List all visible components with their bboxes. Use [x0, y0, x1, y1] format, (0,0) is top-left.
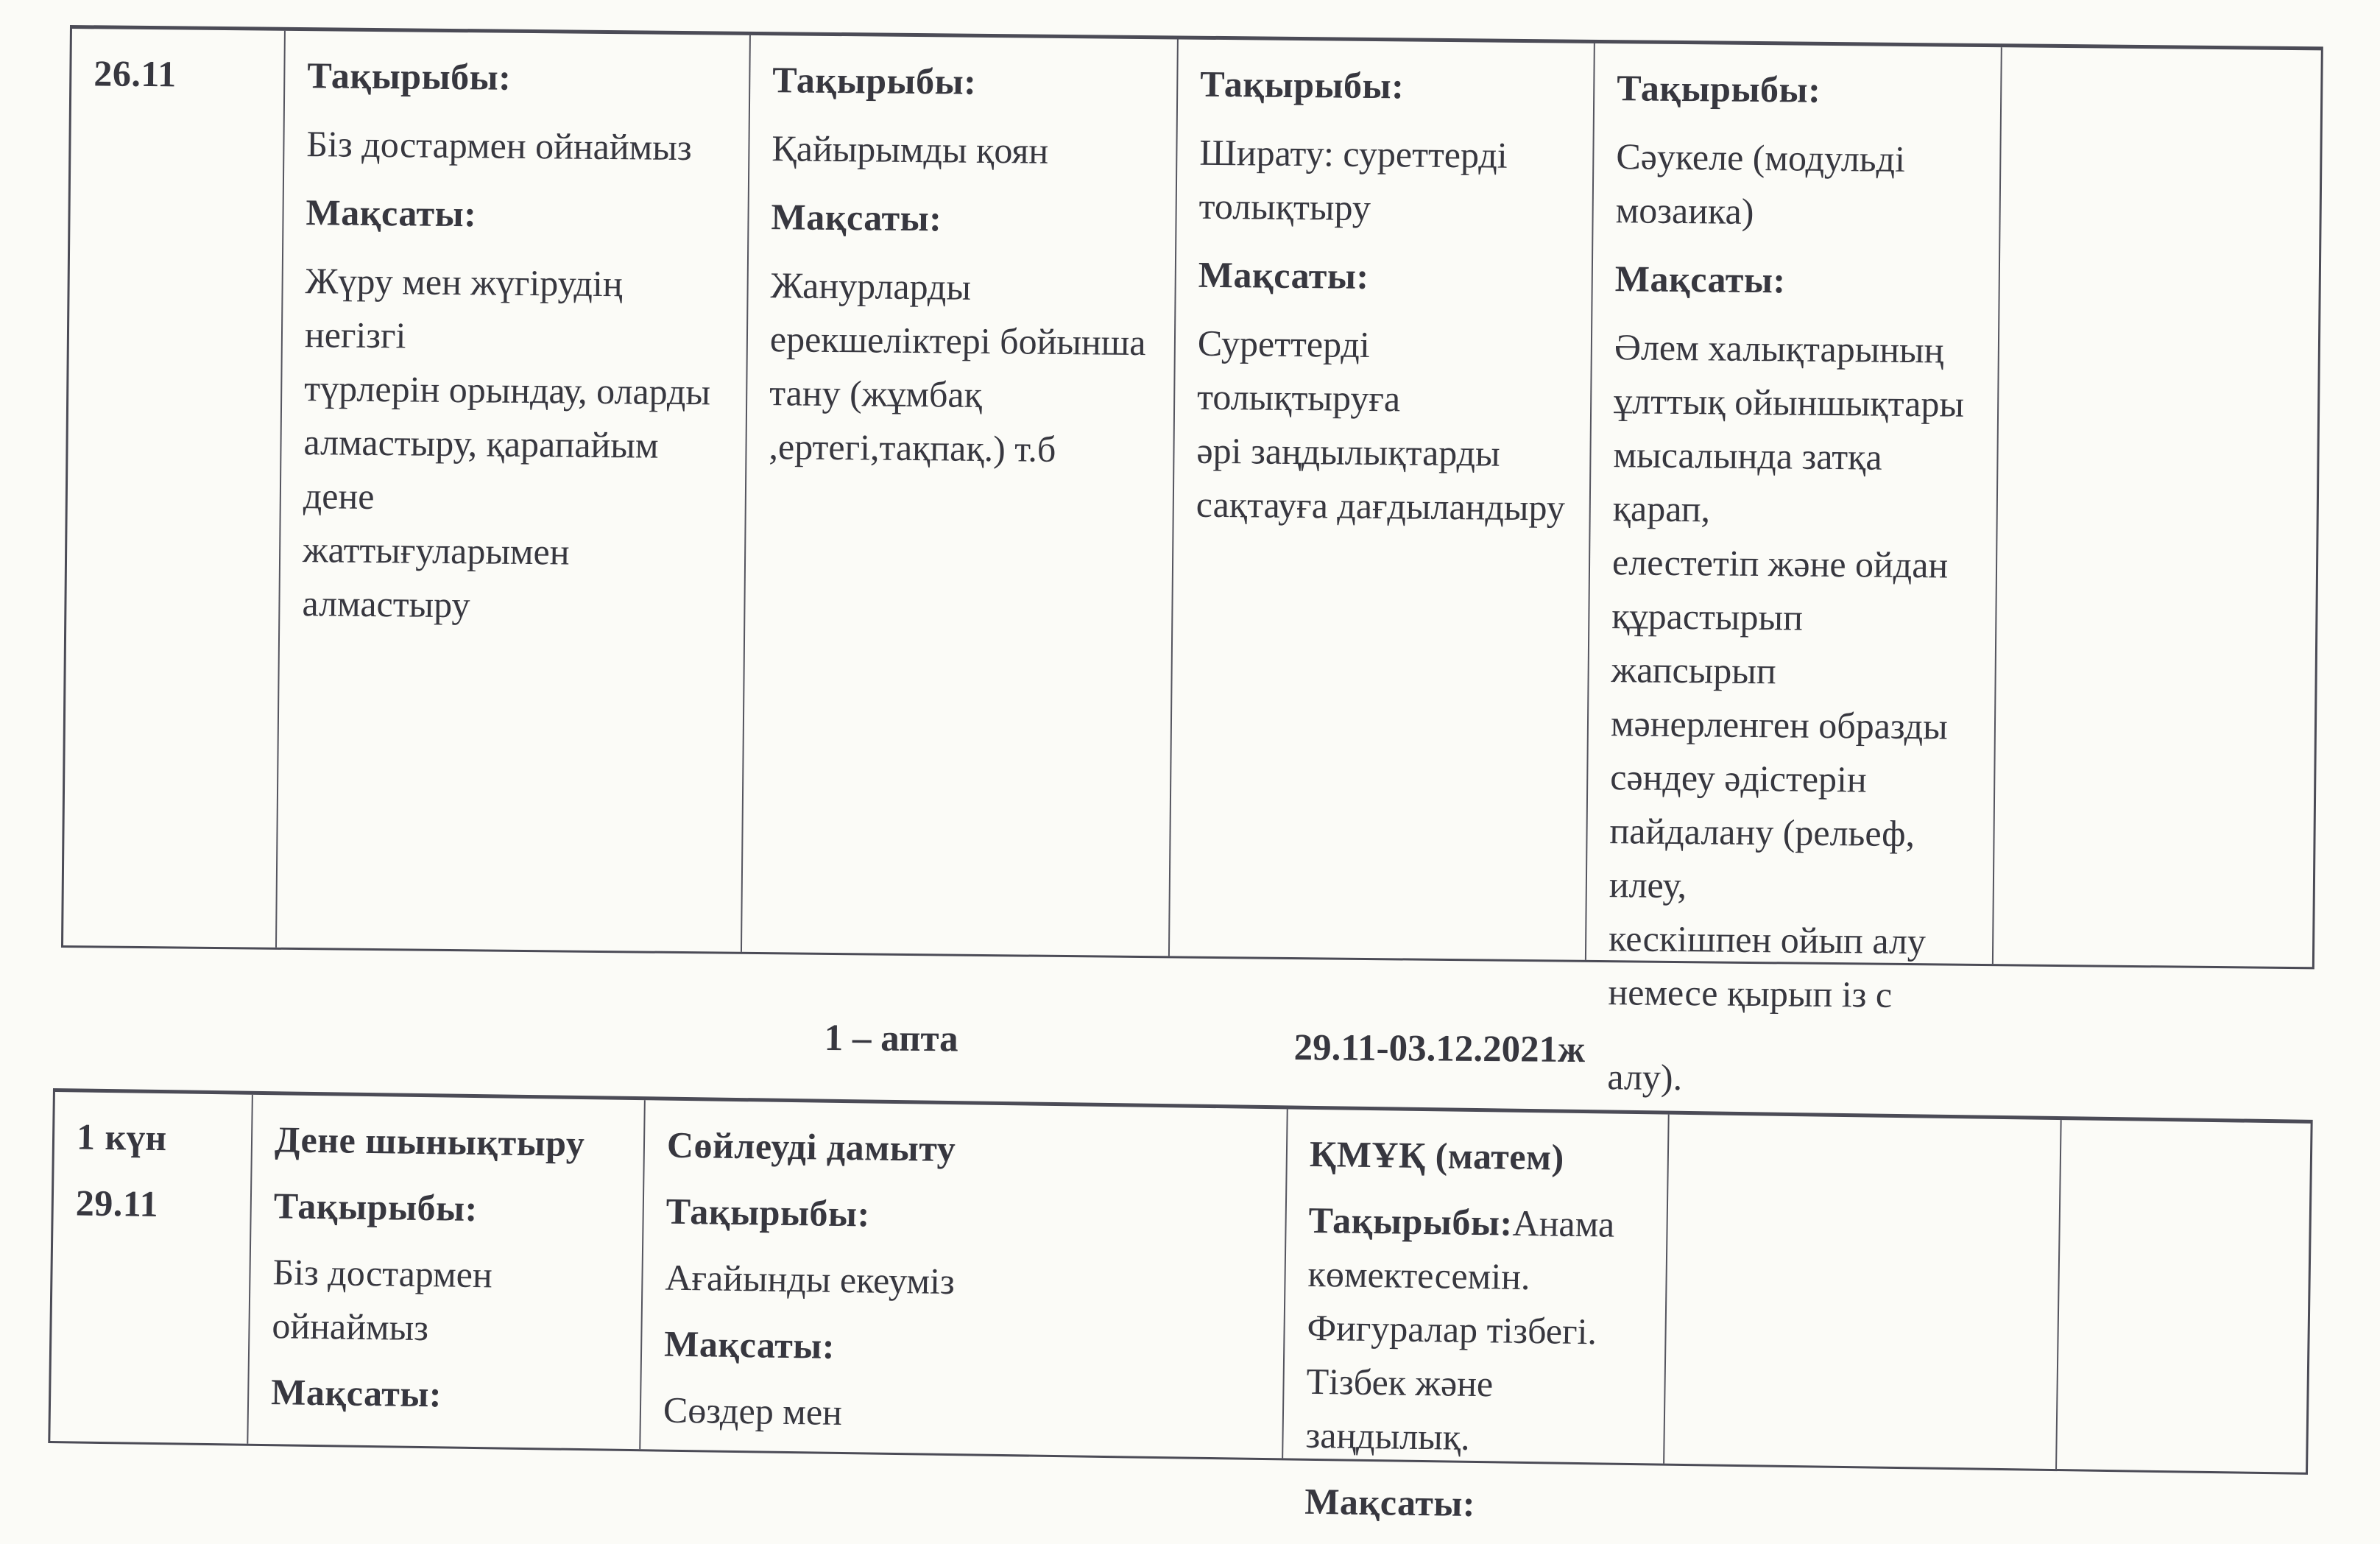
goal-text: Әлем халықтарының ұлттық ойыншықтары мысалында затқа қарап, елестетіп және ойдан құрастырып жапсырып мәнерленген образды сәндеу әдістерін пайдалану (рельеф, илеу, кескішпен ойып алу немесе қырып із с	[1608, 326, 1965, 1015]
topic-text: Ағайынды екеуміз	[665, 1256, 956, 1302]
goal-text-tail: алу).	[1607, 1056, 1683, 1099]
topic-label: Тақырыбы:	[1617, 67, 1821, 110]
goal-label: Мақсаты:	[306, 191, 477, 235]
topic-text: Анама көмектесемін. Фигуралар тізбегі. Тізбек және заңдылық.	[1305, 1202, 1615, 1458]
date-text: 26.11	[93, 52, 177, 95]
bottom-table-day-cell	[50, 1092, 252, 1444]
bottom-table-empty-cell	[2055, 1120, 2311, 1473]
goal-label: Мақсаты:	[663, 1322, 836, 1367]
day-text: 1 күн	[76, 1115, 168, 1159]
bottom-table	[48, 1088, 2312, 1525]
topic-text: Ширату: суреттерді толықтыру	[1198, 131, 1508, 228]
top-table-column-art	[1585, 43, 2001, 1099]
subject-heading: Сөйлеуді дамыту	[666, 1124, 956, 1170]
topic-label: Тақырыбы:	[665, 1190, 871, 1235]
goal-label: Мақсаты:	[1304, 1480, 1476, 1525]
topic-label: Тақырыбы:	[273, 1185, 479, 1230]
date-text: 29.11	[75, 1182, 159, 1225]
subject-heading: ҚМҰҚ (матем)	[1309, 1132, 1565, 1178]
bottom-table-column-speech	[639, 1100, 1287, 1458]
top-table-date-cell	[63, 29, 284, 948]
goal-label: Мақсаты:	[771, 196, 942, 239]
goal-text: Жанурларды ерекшеліктері бойынша тану (жұмбақ ,ертегі,тақпақ.) т.б	[769, 264, 1146, 470]
bottom-table-empty-cell	[1663, 1115, 2061, 1469]
week-number-text: 1 – апта	[824, 1017, 958, 1060]
week-dates-text: 29.11-03.12.2021ж	[1293, 1027, 1586, 1071]
top-table-column-physical	[275, 31, 749, 952]
goal-label: Мақсаты:	[270, 1371, 442, 1415]
topic-label: Тақырыбы:	[772, 59, 977, 102]
topic-text: Біз достармен ойнаймыз	[272, 1251, 493, 1349]
week-header	[824, 1016, 2223, 1071]
top-table-empty-cell	[1992, 47, 2321, 967]
bottom-table-column-math	[1282, 1109, 1668, 1525]
topic-text: Қайырымды қоян	[771, 127, 1049, 172]
goal-text: Суреттерді толықтыруға әрі заңдылықтарды сақтауға дағдыландыру	[1196, 322, 1566, 529]
topic-inline	[1305, 1194, 1645, 1467]
topic-text: Біз достармен ойнаймыз	[306, 123, 692, 169]
topic-label: Тақырыбы:	[1200, 63, 1405, 107]
topic-label: Тақырыбы:	[1308, 1199, 1514, 1244]
goal-label: Мақсаты:	[1614, 258, 1786, 301]
top-table-column-speech	[741, 35, 1177, 956]
topic-label: Тақырыбы:	[307, 54, 512, 98]
top-table-column-warmup	[1168, 39, 1594, 959]
goal-label: Мақсаты:	[1198, 253, 1369, 297]
topic-text: Сәукеле (модульді мозаика)	[1615, 135, 1906, 232]
goal-text: Жүру мен жүгірудің негізгі түрлерін орындау, оларды алмастыру, қарапайым дене жаттығуларымен алмастыру	[302, 260, 711, 626]
subject-heading: Дене шынықтыру	[274, 1118, 585, 1165]
bottom-table-column-physical	[247, 1095, 644, 1449]
goal-text: Сөздер мен	[663, 1389, 843, 1434]
